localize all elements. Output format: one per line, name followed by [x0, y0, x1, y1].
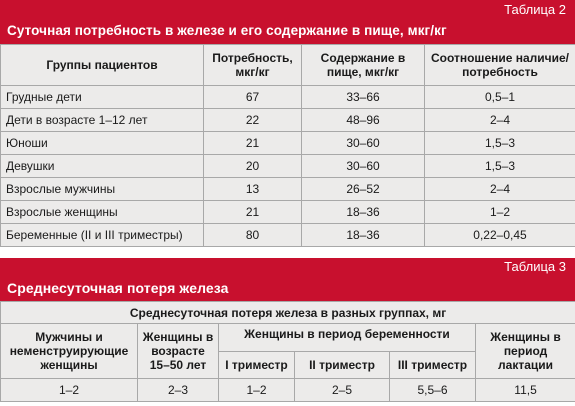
table-2-tag: Таблица 2: [504, 2, 566, 17]
cell-group: Взрослые женщины: [1, 201, 204, 224]
table-2-header-row: [1, 45, 575, 86]
table-2: [0, 44, 575, 247]
cell-ratio: 1–2: [425, 201, 575, 224]
table-row: [1, 224, 575, 247]
header-trimester-2: II триместр: [295, 351, 390, 379]
header-pregnancy: Женщины в период беременности: [219, 324, 476, 352]
table-row: [1, 109, 575, 132]
cell-requirement: 21: [204, 132, 302, 155]
cell-content: 26–52: [302, 178, 425, 201]
table-row: [1, 155, 575, 178]
table-row: [1, 201, 575, 224]
cell-content: 30–60: [302, 132, 425, 155]
table-3-block: [0, 258, 575, 406]
cell-requirement: 13: [204, 178, 302, 201]
table-2-tag-bar: [0, 0, 575, 20]
cell-content: 18–36: [302, 224, 425, 247]
cell-ratio: 0,22–0,45: [425, 224, 575, 247]
header-men: Мужчины и неменструирующие женщины: [1, 324, 138, 379]
cell-group: Юноши: [1, 132, 204, 155]
header-lactation: Женщины в период лактации: [476, 324, 575, 379]
cell-trimester-1: 1–2: [219, 379, 295, 402]
table-3: [0, 301, 575, 402]
cell-content: 18–36: [302, 201, 425, 224]
table-row: [1, 86, 575, 109]
cell-lactation: 11,5: [476, 379, 575, 402]
header-trimester-1: I триместр: [219, 351, 295, 379]
cell-group: Беременные (II и III триместры): [1, 224, 204, 247]
cell-trimester-2: 2–5: [295, 379, 390, 402]
cell-group: Грудные дети: [1, 86, 204, 109]
cell-group: Девушки: [1, 155, 204, 178]
cell-content: 30–60: [302, 155, 425, 178]
cell-ratio: 1,5–3: [425, 132, 575, 155]
cell-ratio: 2–4: [425, 178, 575, 201]
table-3-tag: Таблица 3: [504, 259, 566, 274]
cell-women: 2–3: [138, 379, 219, 402]
header-ratio: Соотношение наличие/потребность: [425, 45, 575, 86]
cell-men: 1–2: [1, 379, 138, 402]
cell-requirement: 20: [204, 155, 302, 178]
header-women: Женщины в возрасте 15–50 лет: [138, 324, 219, 379]
header-food-content: Содержание в пище, мкг/кг: [302, 45, 425, 86]
cell-trimester-3: 5,5–6: [390, 379, 476, 402]
cell-ratio: 2–4: [425, 109, 575, 132]
table-row: [1, 379, 575, 402]
header-requirement: Потребность, мкг/кг: [204, 45, 302, 86]
table-3-caption: Среднесуточная потеря железа в разных группах, мг: [1, 302, 575, 324]
cell-ratio: 1,5–3: [425, 155, 575, 178]
cell-group: Дети в возрасте 1–12 лет: [1, 109, 204, 132]
cell-requirement: 67: [204, 86, 302, 109]
cell-requirement: 80: [204, 224, 302, 247]
cell-content: 48–96: [302, 109, 425, 132]
table-3-tag-bar: [0, 258, 575, 276]
table-row: [1, 132, 575, 155]
table-3-title: Среднесуточная потеря железа: [0, 276, 575, 301]
header-trimester-3: III триместр: [390, 351, 476, 379]
cell-ratio: 0,5–1: [425, 86, 575, 109]
cell-requirement: 22: [204, 109, 302, 132]
cell-group: Взрослые мужчины: [1, 178, 204, 201]
header-patient-groups: Группы пациентов: [1, 45, 204, 86]
table-3-header-row: [1, 324, 575, 352]
table-2-title: Суточная потребность в железе и его содержание в пище, мкг/кг: [0, 20, 575, 44]
table-row: [1, 178, 575, 201]
table-3-caption-row: [1, 302, 575, 324]
cell-content: 33–66: [302, 86, 425, 109]
cell-requirement: 21: [204, 201, 302, 224]
